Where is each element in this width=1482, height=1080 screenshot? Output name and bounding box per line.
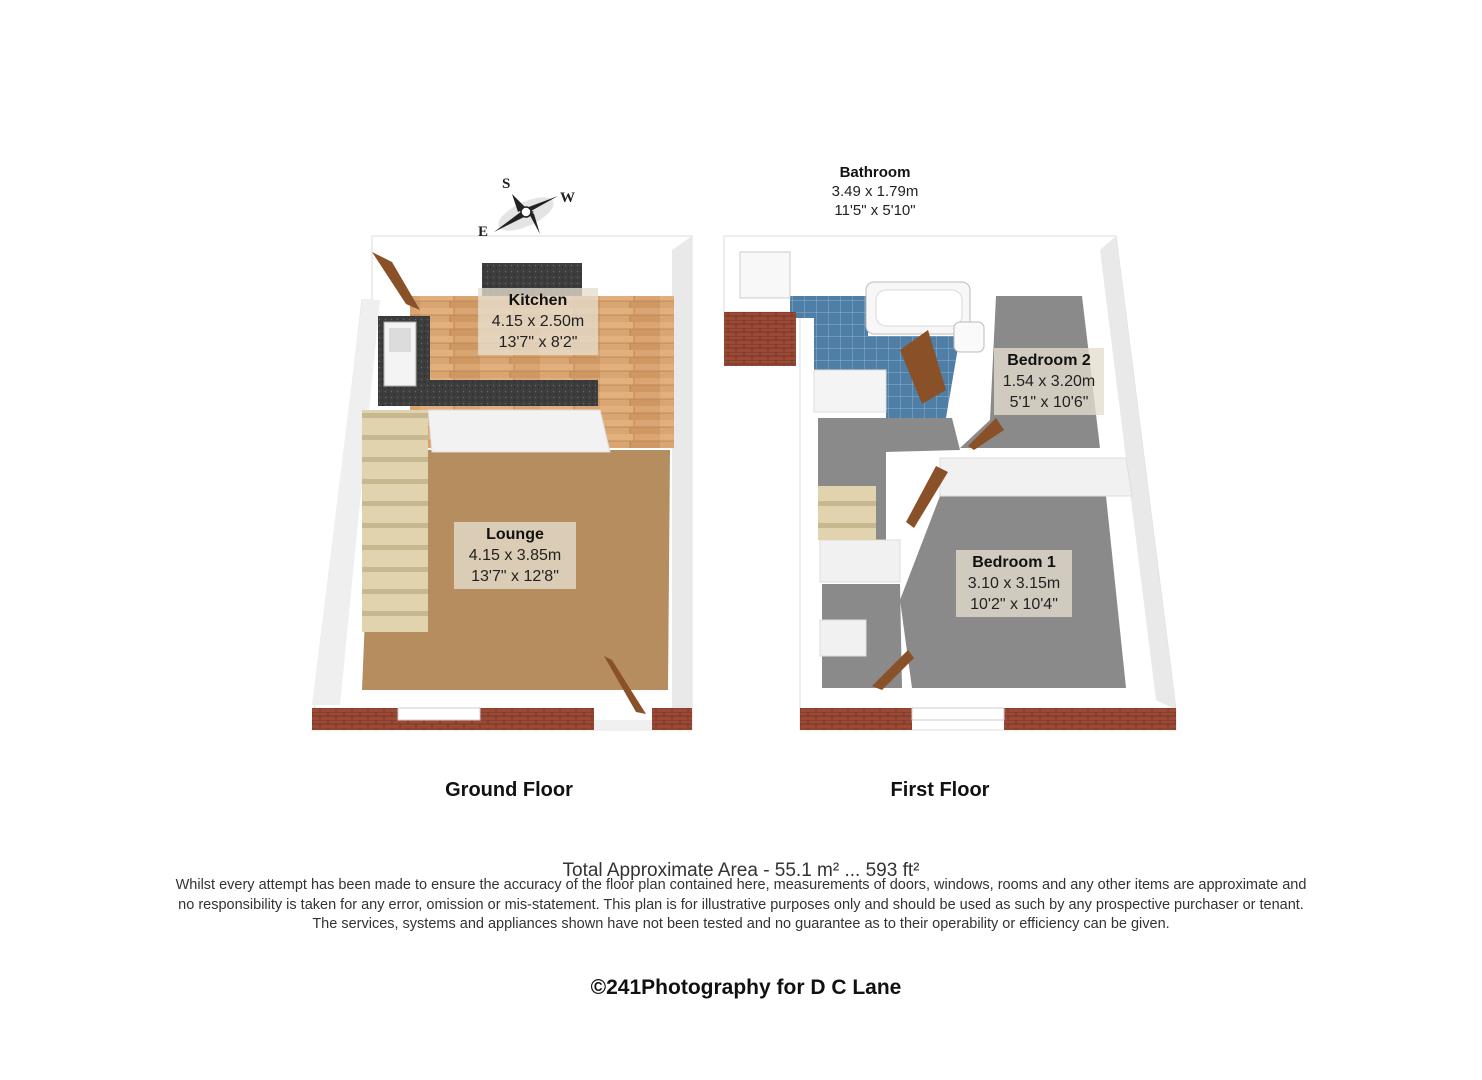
bathroom-basin: [954, 322, 984, 352]
disclaimer: [110, 876, 1372, 935]
lounge-window: [398, 708, 480, 720]
bedroom2-metric: 1.54 x 3.20m: [1002, 373, 1096, 390]
shower-tray: [740, 252, 790, 298]
bedroom1-window: [912, 708, 1004, 720]
compass-rose: [494, 190, 559, 237]
bedroom1-imperial: 10'2" x 10'4": [970, 596, 1058, 613]
compass-east-label: E: [478, 224, 489, 240]
lounge-label: [454, 522, 576, 589]
first-floor-brick-left: [724, 312, 796, 366]
compass-south-label: S: [502, 176, 511, 192]
kitchen-name: Kitchen: [508, 292, 568, 309]
bedroom1-label: [956, 550, 1072, 617]
disclaimer-line: Whilst every attempt has been made to ensure the accuracy of the floor plan contained here, measurements of doors, windows, rooms and any other items are approximate and: [175, 877, 1307, 893]
kitchen-label: [478, 288, 598, 355]
front-door-step: [594, 720, 652, 730]
bedroom1-metric: 3.10 x 3.15m: [967, 575, 1061, 592]
bathroom-label: [818, 163, 932, 220]
first-floor-title: First Floor: [890, 779, 990, 801]
first-brick-base: [800, 708, 912, 730]
bedroom2-imperial: 5'1" x 10'6": [1009, 394, 1089, 411]
copyright: ©241Photography for D C Lane: [590, 976, 902, 999]
bedroom1-name: Bedroom 1: [972, 554, 1056, 571]
ground-stairs: [362, 410, 428, 632]
lounge-metric: 4.15 x 3.85m: [468, 547, 562, 564]
lounge-name: Lounge: [486, 526, 544, 543]
total-area: Total Approximate Area - 55.1 m² ... 593 ft²: [562, 860, 920, 881]
bedroom2-label: [994, 348, 1104, 415]
bathroom-metric: 3.49 x 1.79m: [831, 183, 919, 200]
ground-floor-title: Ground Floor: [445, 779, 573, 801]
compass-west-label: W: [560, 190, 575, 206]
bathroom-imperial: 11'5" x 5'10": [834, 202, 916, 219]
first-floor-plan: [724, 236, 1176, 730]
bathroom-name: Bathroom: [839, 164, 911, 181]
first-floor-stairs: [818, 486, 876, 540]
disclaimer-line: The services, systems and appliances shown have not been tested and no guarantee as to their operability or efficiency can be given.: [312, 916, 1170, 932]
kitchen-imperial: 13'7" x 8'2": [498, 334, 578, 351]
disclaimer-line: no responsibility is taken for any error, omission or mis-statement. This plan is for illustrative purposes only and should be used as such by any prospective purchaser or tenant.: [178, 896, 1304, 913]
kitchen-metric: 4.15 x 2.50m: [491, 313, 585, 330]
bedroom2-name: Bedroom 2: [1007, 352, 1091, 369]
lounge-imperial: 13'7" x 12'8": [471, 568, 559, 585]
